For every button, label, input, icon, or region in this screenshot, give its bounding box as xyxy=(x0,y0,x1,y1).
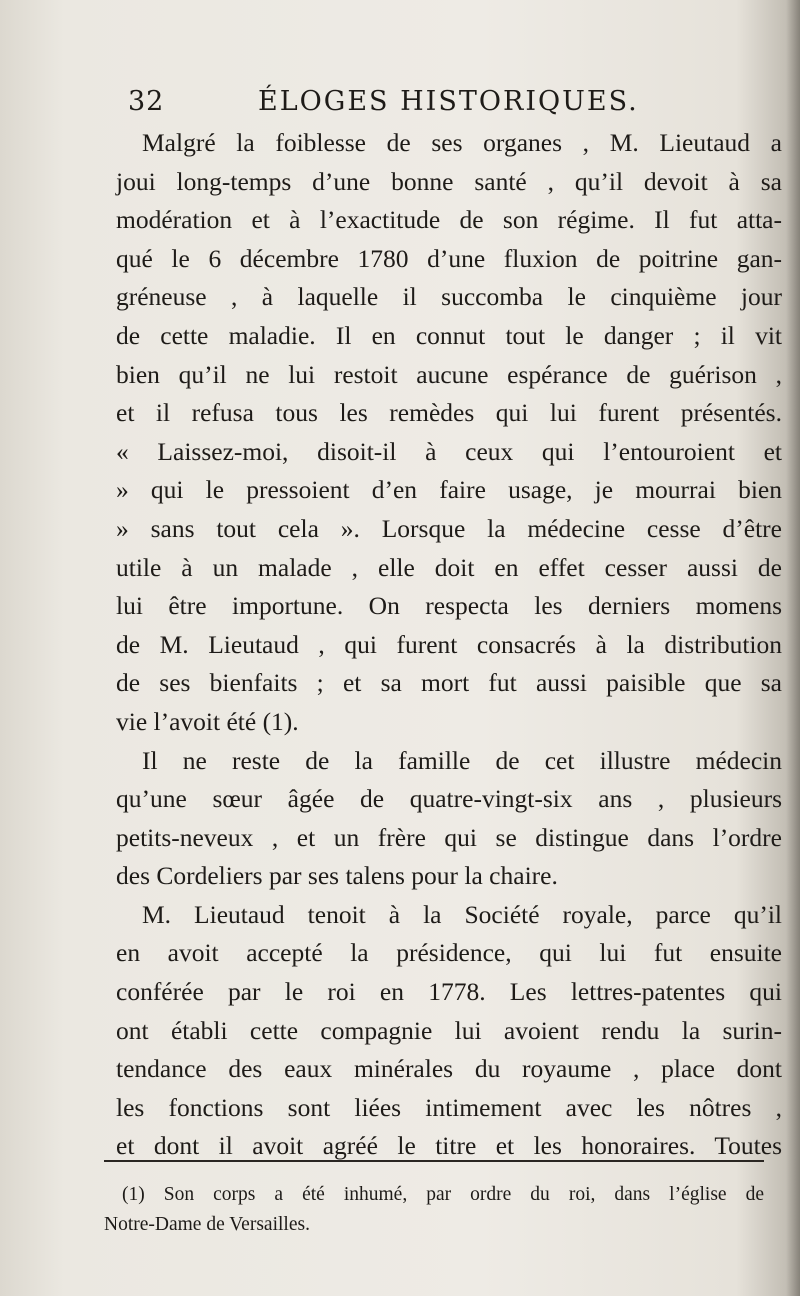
footnote-line: (1) Son corps a été inhumé, par ordre du roi, dans l’église de xyxy=(122,1184,764,1205)
text-line: « Laissez-moi, disoit-il à ceux qui l’entouroient et xyxy=(116,436,782,466)
text-line: » qui le pressoient d’en faire usage, je mourrai bien xyxy=(116,475,782,505)
text-line: de ses bienfaits ; et sa mort fut aussi paisible que sa xyxy=(116,668,782,698)
text-line: lui être importune. On respecta les derniers momens xyxy=(116,591,782,621)
page-number: 32 xyxy=(128,86,165,117)
text-line: M. Lieutaud tenoit à la Société royale, parce qu’il xyxy=(142,899,782,929)
text-line: de cette maladie. Il en connut tout le danger ; il vit xyxy=(116,320,782,350)
text-line: qu’une sœur âgée de quatre-vingt-six ans , plusieurs xyxy=(116,784,782,814)
footnote xyxy=(104,1180,764,1240)
running-head: ÉLOGES HISTORIQUES. xyxy=(258,86,639,117)
text-line: » sans tout cela ». Lorsque la médecine cesse d’être xyxy=(116,513,782,543)
footnote-rule xyxy=(104,1160,764,1162)
text-line: qué le 6 décembre 1780 d’une fluxion de poitrine gan- xyxy=(116,243,782,273)
text-line: en avoit accepté la présidence, qui lui fut ensuite xyxy=(116,938,782,968)
text-line: bien qu’il ne lui restoit aucune espérance de guérison , xyxy=(116,359,782,389)
text-line: joui long-temps d’une bonne santé , qu’il devoit à sa xyxy=(116,166,782,196)
body-text xyxy=(116,124,782,1166)
text-line: et dont il avoit agréé le titre et les honoraires. Toutes xyxy=(116,1131,782,1161)
text-line: conférée par le roi en 1778. Les lettres-patentes qui xyxy=(116,977,782,1007)
text-line: les fonctions sont liées intimement avec les nôtres , xyxy=(116,1092,782,1122)
text-line: Il ne reste de la famille de cet illustre médecin xyxy=(142,745,782,775)
text-line: ont établi cette compagnie lui avoient rendu la surin- xyxy=(116,1015,782,1045)
text-line: tendance des eaux minérales du royaume , place dont xyxy=(116,1054,782,1084)
page-header xyxy=(128,86,768,126)
footnote-line: Notre-Dame de Versailles. xyxy=(104,1214,310,1235)
text-line: et il refusa tous les remèdes qui lui furent présentés. xyxy=(116,398,782,428)
text-line: Malgré la foiblesse de ses organes , M. Lieutaud a xyxy=(142,128,782,157)
text-line: de M. Lieutaud , qui furent consacrés à la distribution xyxy=(116,629,782,659)
text-line: petits-neveux , et un frère qui se distingue dans l’ordre xyxy=(116,822,782,852)
text-line: des Cordeliers par ses talens pour la chaire. xyxy=(116,861,558,891)
text-line: modération et à l’exactitude de son régime. Il fut atta- xyxy=(116,205,782,235)
text-line: gréneuse , à laquelle il succomba le cinquième jour xyxy=(116,282,782,312)
text-line: vie l’avoit été (1). xyxy=(116,706,299,736)
page-edge-shadow xyxy=(786,0,800,1296)
text-line: utile à un malade , elle doit en effet cesser aussi de xyxy=(116,552,782,582)
